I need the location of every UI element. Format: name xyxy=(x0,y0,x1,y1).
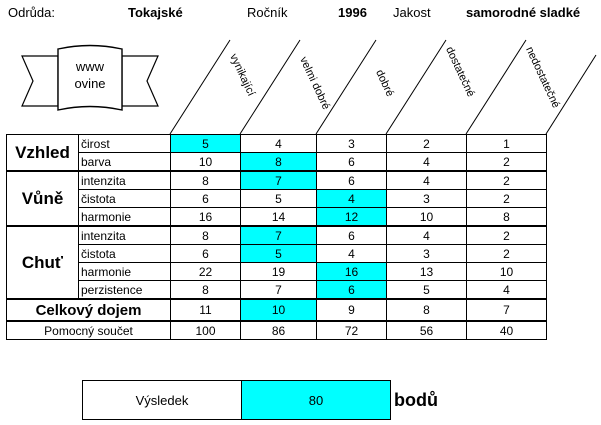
score-cell[interactable]: 6 xyxy=(317,171,387,190)
row-label: intenzita xyxy=(79,226,171,245)
score-cell[interactable]: 3 xyxy=(317,135,387,153)
column-header-velmi-dobre: velmi dobré xyxy=(297,55,333,112)
table-row xyxy=(7,321,547,340)
score-cell[interactable]: 6 xyxy=(317,281,387,300)
score-cell[interactable]: 7 xyxy=(467,299,547,321)
score-cell[interactable]: 10 xyxy=(467,263,547,281)
score-cell[interactable]: 8 xyxy=(171,171,241,190)
score-cell[interactable]: 8 xyxy=(171,281,241,300)
category-vune: Vůně xyxy=(7,171,79,226)
column-header-dobre: dobré xyxy=(373,68,396,99)
table-row xyxy=(7,190,547,208)
score-cell[interactable]: 2 xyxy=(467,245,547,263)
result-label: Výsledek xyxy=(83,381,242,420)
row-label: intenzita xyxy=(79,171,171,190)
score-cell[interactable]: 16 xyxy=(317,263,387,281)
score-cell[interactable]: 16 xyxy=(171,208,241,227)
score-cell[interactable]: 11 xyxy=(171,299,241,321)
score-cell[interactable]: 6 xyxy=(171,190,241,208)
variety-value: Tokajské xyxy=(128,5,183,20)
score-cell[interactable]: 4 xyxy=(241,135,317,153)
score-cell[interactable]: 3 xyxy=(387,190,467,208)
score-cell[interactable]: 2 xyxy=(467,190,547,208)
table-row xyxy=(7,263,547,281)
result-unit: bodů xyxy=(394,390,438,410)
score-cell[interactable]: 7 xyxy=(241,281,317,300)
score-cell[interactable]: 14 xyxy=(241,208,317,227)
row-label: harmonie xyxy=(79,208,171,227)
score-cell[interactable]: 8 xyxy=(241,153,317,172)
table-row xyxy=(7,281,547,300)
row-label: barva xyxy=(79,153,171,172)
score-cell[interactable]: 5 xyxy=(241,245,317,263)
variety-label: Odrůda: xyxy=(8,5,55,20)
table-row xyxy=(7,171,547,190)
score-cell[interactable]: 6 xyxy=(317,153,387,172)
score-cell[interactable]: 19 xyxy=(241,263,317,281)
score-cell[interactable]: 2 xyxy=(387,135,467,153)
row-label: harmonie xyxy=(79,263,171,281)
score-cell[interactable]: 10 xyxy=(241,299,317,321)
table-row xyxy=(7,299,547,321)
logo-line-2: ovine xyxy=(74,76,106,91)
row-label: čistota xyxy=(79,190,171,208)
score-cell[interactable]: 4 xyxy=(387,226,467,245)
score-cell[interactable]: 8 xyxy=(467,208,547,227)
score-cell[interactable]: 2 xyxy=(467,226,547,245)
score-cell[interactable]: 10 xyxy=(387,208,467,227)
score-cell[interactable]: 22 xyxy=(171,263,241,281)
scoring-table xyxy=(6,134,547,340)
category-vzhled: Vzhled xyxy=(7,135,79,172)
overall-impression-label: Celkový dojem xyxy=(7,299,171,321)
score-cell[interactable]: 5 xyxy=(241,190,317,208)
score-cell[interactable]: 12 xyxy=(317,208,387,227)
score-cell[interactable]: 4 xyxy=(317,245,387,263)
row-label: perzistence xyxy=(79,281,171,300)
table-row xyxy=(7,245,547,263)
result-value: 80 xyxy=(242,381,391,420)
score-cell[interactable]: 10 xyxy=(171,153,241,172)
sum-cell: 86 xyxy=(241,321,317,340)
score-cell[interactable]: 4 xyxy=(467,281,547,300)
score-cell[interactable]: 5 xyxy=(171,135,241,153)
score-cell[interactable]: 2 xyxy=(467,153,547,172)
category-chut: Chuť xyxy=(7,226,79,299)
column-header-nedostatecne: nedostatečné xyxy=(523,45,562,110)
sum-cell: 56 xyxy=(387,321,467,340)
helper-sum-label: Pomocný součet xyxy=(7,321,171,340)
score-cell[interactable]: 8 xyxy=(171,226,241,245)
table-row xyxy=(7,153,547,172)
column-header-vynikajici: vynikající xyxy=(227,52,258,99)
result-box xyxy=(82,380,391,420)
score-cell[interactable]: 5 xyxy=(387,281,467,300)
score-cell[interactable]: 2 xyxy=(467,171,547,190)
quality-value: samorodné sladké xyxy=(466,5,581,20)
logo-line-1: www xyxy=(75,59,105,74)
score-cell[interactable]: 6 xyxy=(317,226,387,245)
table-row xyxy=(7,135,547,153)
score-cell[interactable]: 6 xyxy=(171,245,241,263)
score-cell[interactable]: 3 xyxy=(387,245,467,263)
quality-label: Jakost xyxy=(393,5,431,20)
column-header-lines xyxy=(0,0,601,140)
sum-cell: 100 xyxy=(171,321,241,340)
score-cell[interactable]: 13 xyxy=(387,263,467,281)
score-cell[interactable]: 4 xyxy=(317,190,387,208)
sum-cell: 40 xyxy=(467,321,547,340)
vintage-label: Ročník xyxy=(247,5,288,20)
table-row xyxy=(7,226,547,245)
score-cell[interactable]: 1 xyxy=(467,135,547,153)
score-cell[interactable]: 4 xyxy=(387,153,467,172)
score-cell[interactable]: 7 xyxy=(241,171,317,190)
sum-cell: 72 xyxy=(317,321,387,340)
column-header-dostatecne: dostatečné xyxy=(443,45,477,99)
table-row xyxy=(7,208,547,227)
score-cell[interactable]: 4 xyxy=(387,171,467,190)
row-label: čirost xyxy=(79,135,171,153)
score-cell[interactable]: 9 xyxy=(317,299,387,321)
vintage-value: 1996 xyxy=(338,5,367,20)
score-cell[interactable]: 7 xyxy=(241,226,317,245)
score-cell[interactable]: 8 xyxy=(387,299,467,321)
row-label: čistota xyxy=(79,245,171,263)
